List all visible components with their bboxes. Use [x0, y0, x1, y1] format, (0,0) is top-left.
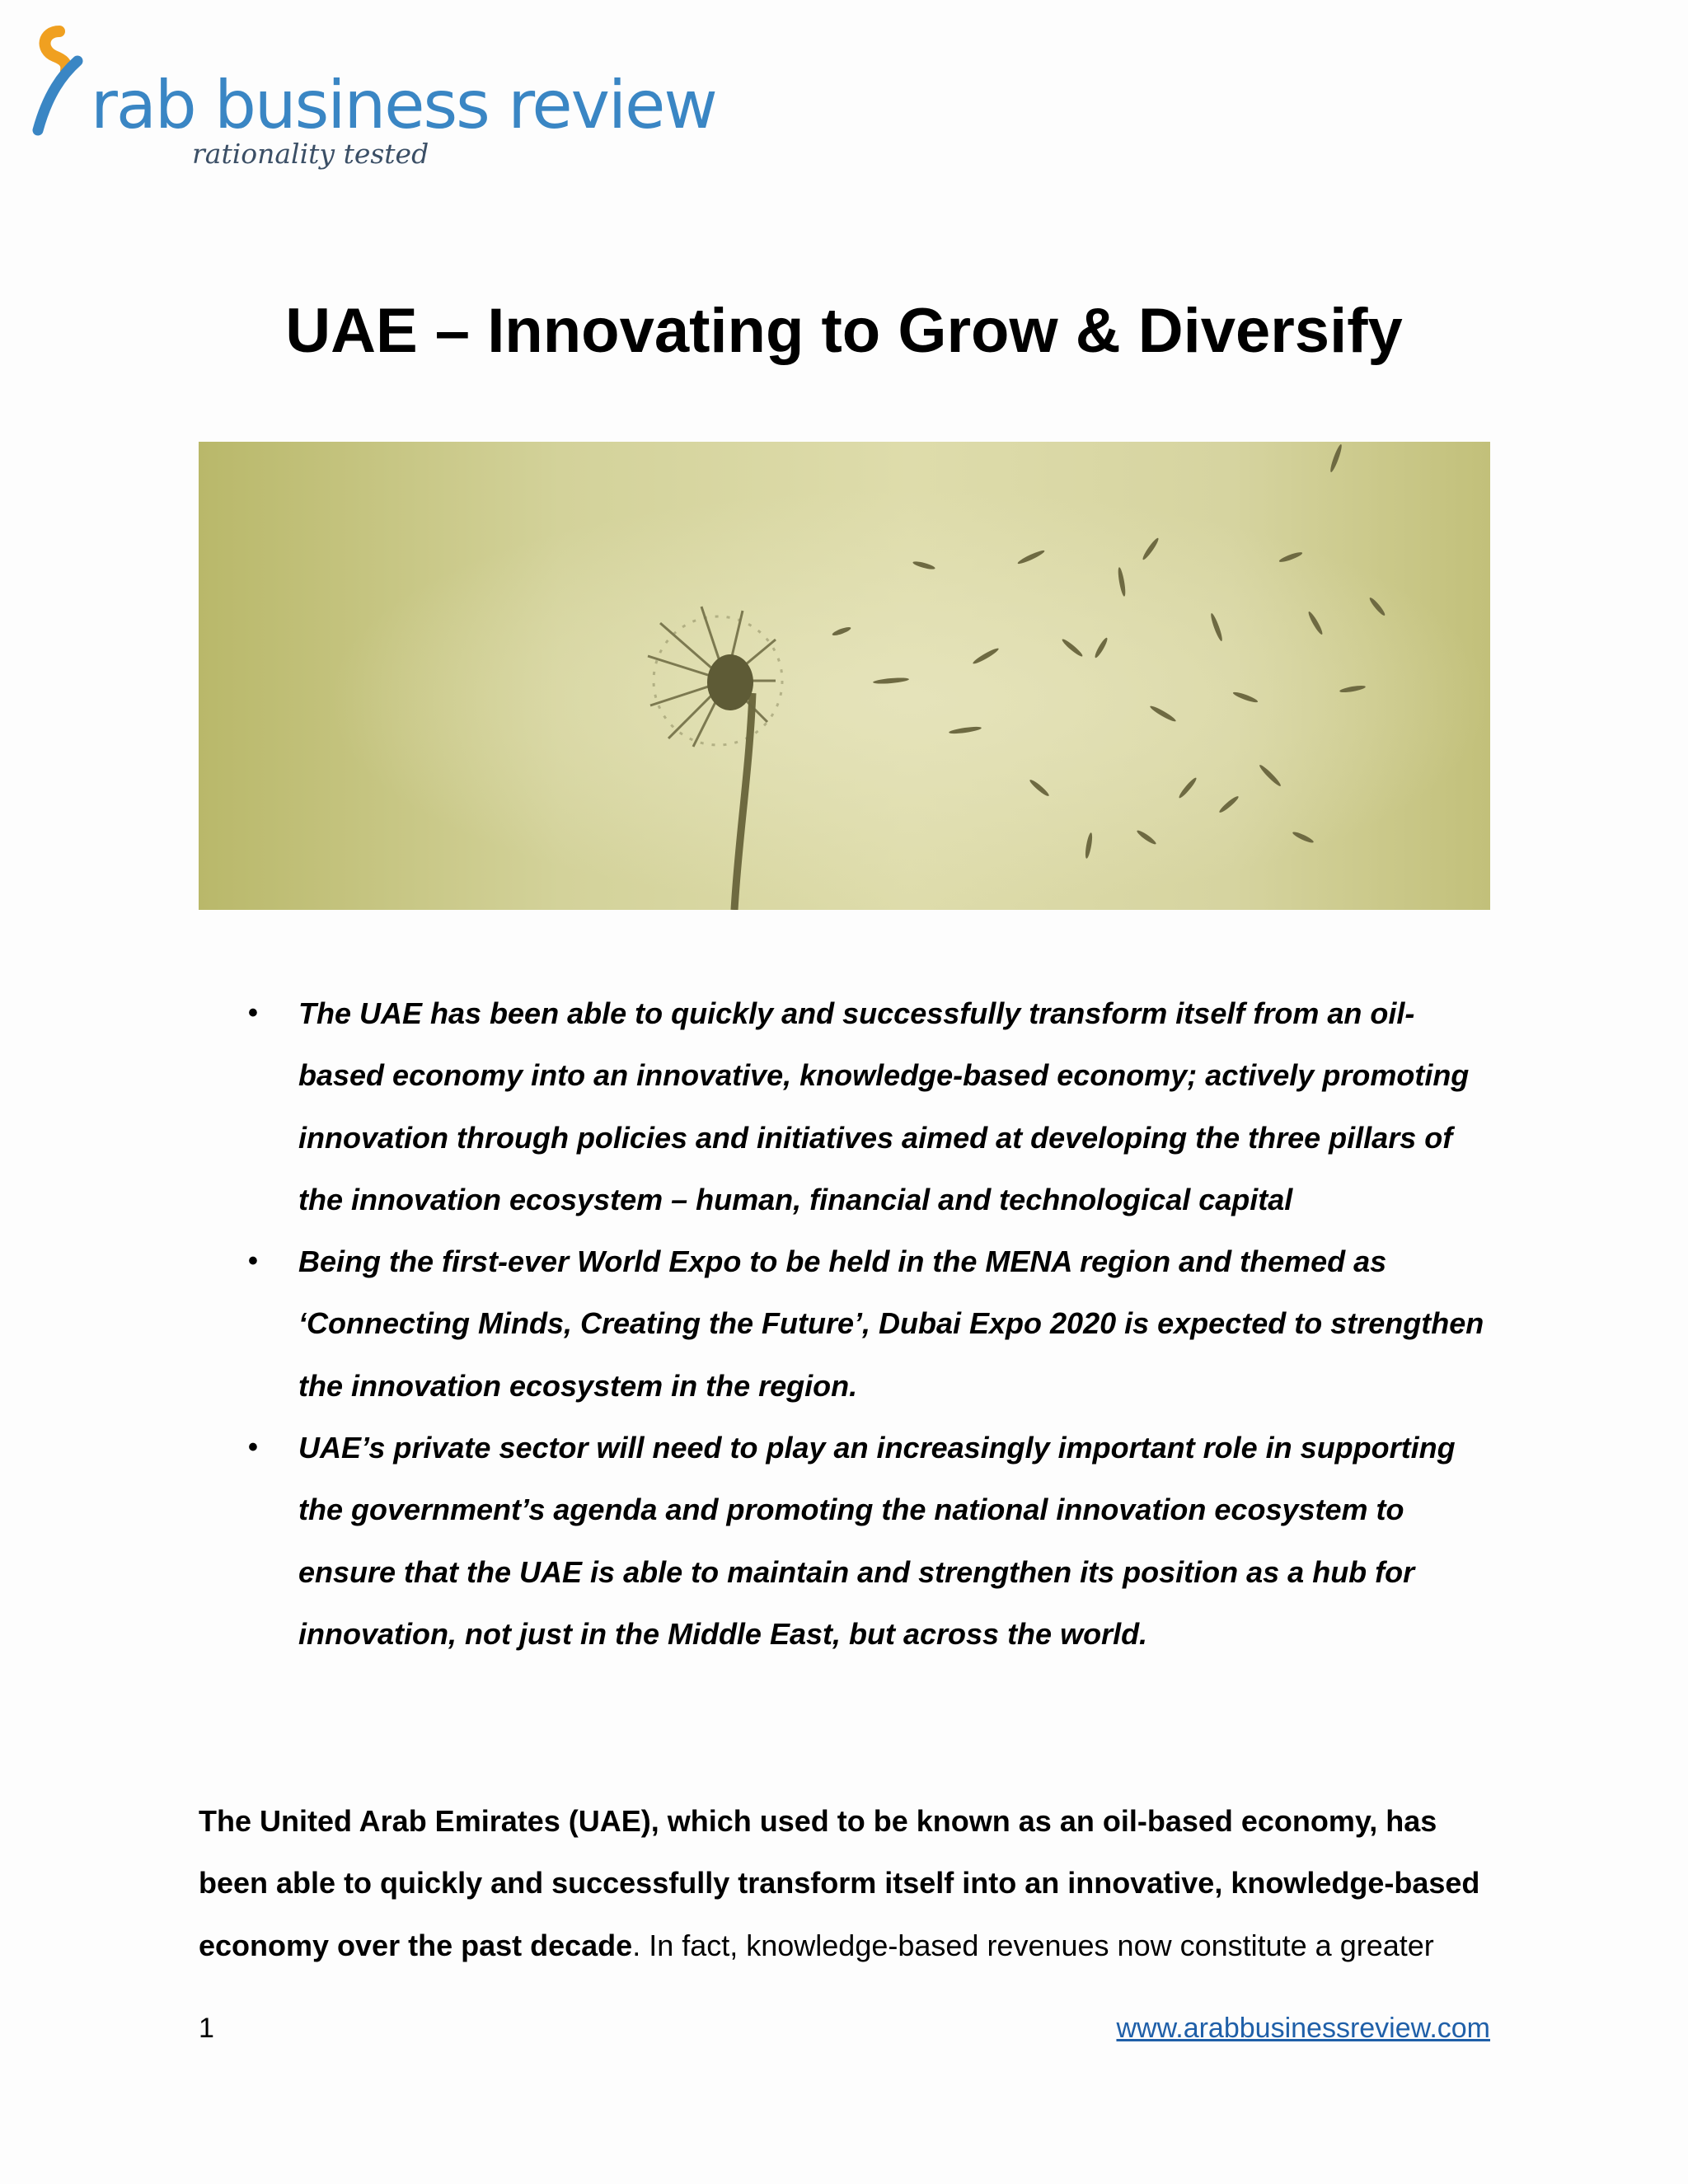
bullet-icon: • — [248, 1432, 258, 1464]
bullet-text: The UAE has been able to quickly and successfully transform itself from an oil-based economy into an innovative, knowledge-based economy; actively promoting innovation through policies and initiatives aimed at developing the three pillars of the innovation ecosystem – human, financial and technological capital — [298, 996, 1470, 1216]
article-title: UAE – Innovating to Grow & Diversify — [285, 296, 1403, 366]
intro-bold-text: The United Arab Emirates (UAE), which used to be known as an oil-based economy, has been able to quickly and successfully transform itself into an innovative, knowledge-based economy over the past decade — [199, 1804, 1480, 1962]
bullet-icon: • — [248, 997, 258, 1029]
arab-business-review-logo[interactable] — [23, 25, 716, 181]
website-link[interactable]: www.arabbusinessreview.com — [1116, 2013, 1490, 2044]
bullet-text: UAE’s private sector will need to play an increasingly important role in supporting the government’s agenda and promoting the national innovation ecosystem to ensure that the UAE is able to maintain and strengthen its position as a hub for innovation, not just in the Middle East, but across the world. — [298, 1431, 1456, 1651]
list-item — [199, 1417, 1490, 1665]
page-number: 1 — [199, 2013, 214, 2044]
logo-emblem-icon — [23, 25, 97, 140]
bullet-text: Being the first-ever World Expo to be held in the MENA region and themed as ‘Connecting Minds, Creating the Future’, Dubai Expo 2020 is expected to strengthen the innovation ecosystem in the region. — [298, 1244, 1484, 1403]
list-item — [199, 982, 1490, 1230]
list-item — [199, 1230, 1490, 1417]
logo-tagline: rationality tested — [192, 138, 429, 170]
intro-regular-text: . In fact, knowledge-based revenues now constitute a greater — [632, 1928, 1434, 1962]
hero-image — [199, 442, 1490, 910]
intro-paragraph — [199, 1790, 1490, 1976]
logo-wordmark: rab business review — [91, 67, 716, 143]
dandelion-illustration — [199, 442, 1490, 910]
bullet-icon: • — [248, 1245, 258, 1277]
key-points-list — [199, 982, 1490, 1665]
